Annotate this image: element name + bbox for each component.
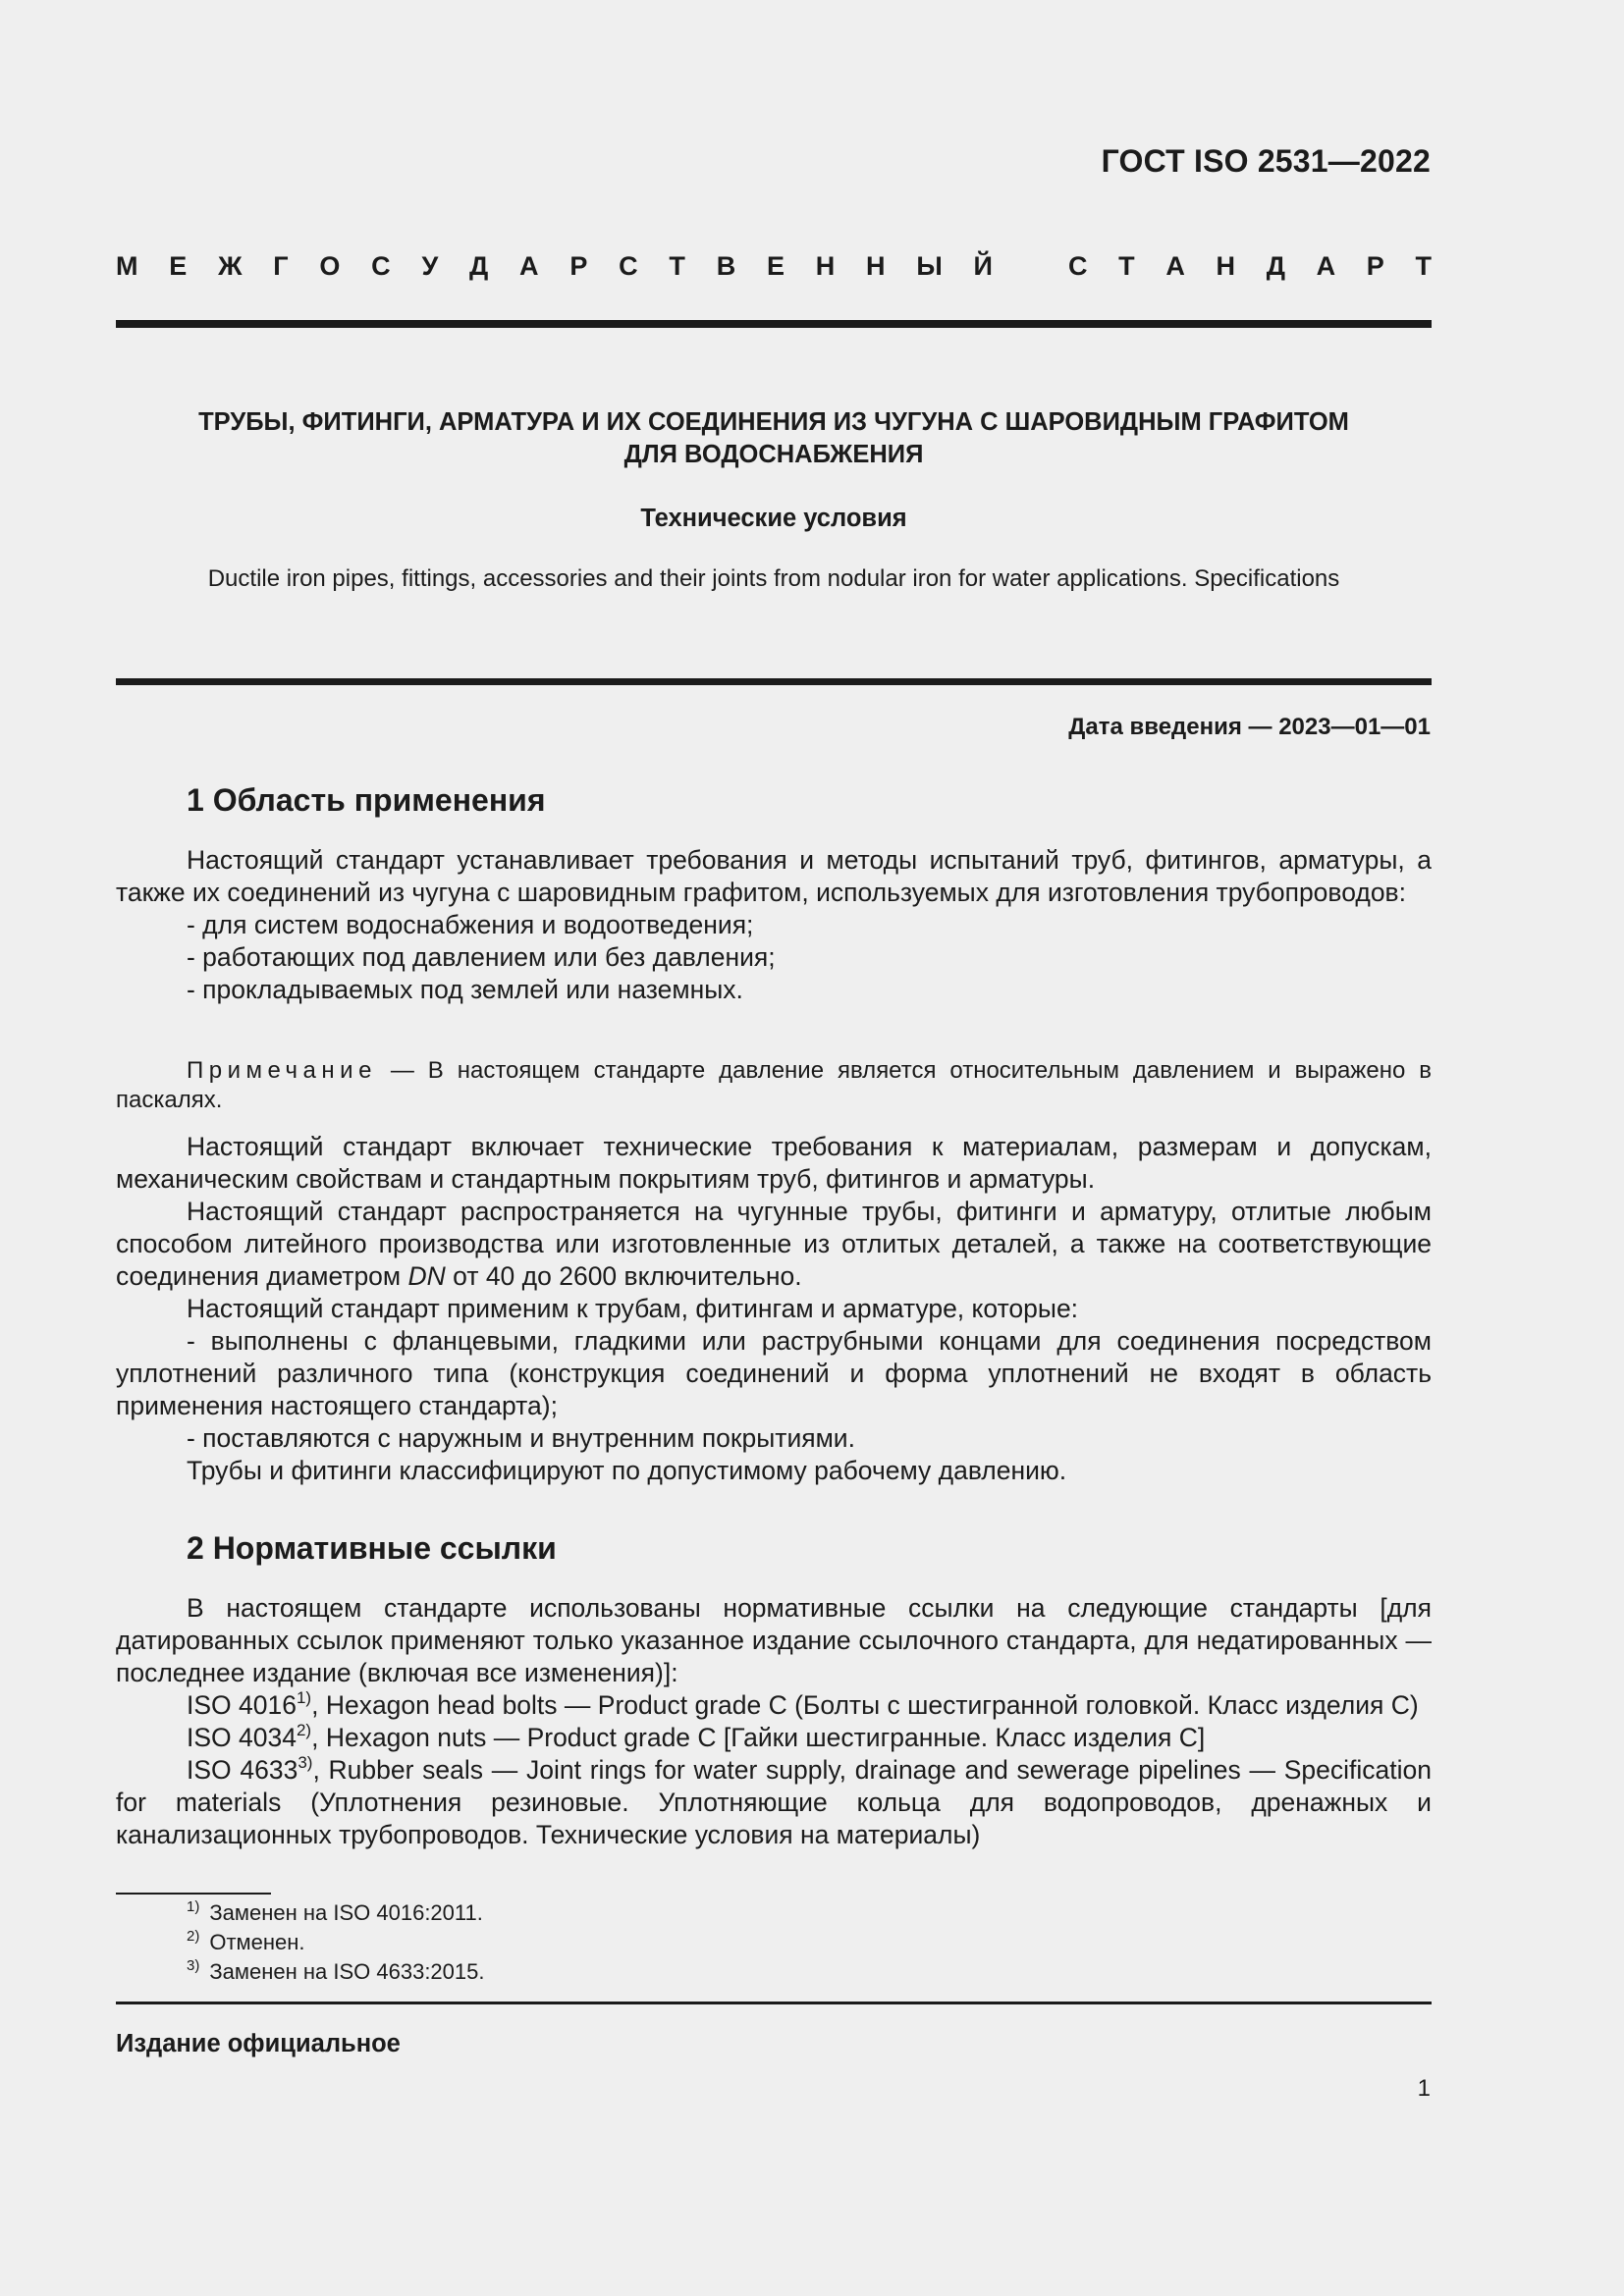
banner-letter: Ж <box>218 251 243 281</box>
note-paragraph <box>116 1056 1432 1115</box>
reference-text: , Hexagon head bolts — Product grade C (Болты с шестигранной головкой. Класс изделия С) <box>311 1690 1419 1720</box>
section-1-paragraph: - поставляются с наружным и внутренним покрытиями. <box>187 1423 855 1453</box>
footnote-mark: 2) <box>296 1721 312 1739</box>
banner-letter: С <box>1068 251 1088 281</box>
list-item: - работающих под давлением или без давления; <box>187 942 776 972</box>
footnote-text: Заменен на ISO 4016:2011. <box>209 1900 483 1925</box>
footer-divider <box>116 2002 1432 2004</box>
banner-letter: Д <box>1266 251 1285 281</box>
banner-letter: Н <box>866 251 886 281</box>
banner-letter: А <box>519 251 539 281</box>
banner-letter: Н <box>1216 251 1236 281</box>
banner-letter: Е <box>766 251 785 281</box>
paragraph-text: Настоящий стандарт распространяется на чугунные трубы, фитинги и арматуру, отлитые любым способом литейного производства или изготовленные из отлитых деталей, а также на соответствующие соединения диаметром <box>116 1197 1432 1291</box>
reference-text: , Hexagon nuts — Product grade C [Гайки шестигранные. Класс изделия С] <box>311 1723 1206 1752</box>
footnote <box>187 1898 483 1928</box>
page-number: 1 <box>1417 2075 1431 2102</box>
section-1-paragraph: Настоящий стандарт устанавливает требования и методы испытаний труб, фитингов, арматуры, а также их соединений из чугуна с шаровидным графитом, используемых для изготовления трубопроводов: <box>116 845 1432 907</box>
reference-code: ISO 4016 <box>187 1690 297 1720</box>
banner-letter: Д <box>469 251 489 281</box>
section-1-body <box>116 844 1432 1006</box>
reference-code: ISO 4633 <box>187 1755 298 1785</box>
header-divider <box>116 320 1432 328</box>
official-edition-label: Издание официальное <box>116 2030 401 2057</box>
banner-word-standard <box>1068 251 1432 282</box>
english-title: Ductile iron pipes, fittings, accessories and their joints from nodular iron for water applications. Specifications <box>207 565 1340 592</box>
document-subtitle: Технические условия <box>640 505 907 532</box>
banner-letter: Р <box>569 251 588 281</box>
banner-word-interstate <box>116 251 993 282</box>
banner-letter: Ы <box>916 251 943 281</box>
footnote-separator <box>116 1893 271 1895</box>
banner-letter: О <box>319 251 341 281</box>
banner-letter: Т <box>1118 251 1135 281</box>
footnote-mark: 2) <box>187 1928 200 1945</box>
title-line-2: ДЛЯ ВОДОСНАБЖЕНИЯ <box>623 441 924 468</box>
reference-item <box>116 1722 1432 1754</box>
section-1-paragraph: Трубы и фитинги классифицируют по допустимому рабочему давлению. <box>187 1456 1067 1485</box>
banner-letter: Н <box>815 251 836 281</box>
banner-letter: Т <box>669 251 685 281</box>
banner-letter: В <box>716 251 736 281</box>
section-1-body-continued <box>116 1131 1432 1487</box>
section-1-paragraph <box>116 1196 1432 1293</box>
banner-letter: Й <box>973 251 993 281</box>
banner-letter: Е <box>169 251 188 281</box>
paragraph-text: от 40 до 2600 включительно. <box>445 1261 802 1291</box>
banner-letter: Т <box>1415 251 1432 281</box>
reference-code: ISO 4034 <box>187 1723 297 1752</box>
section-2-body <box>116 1592 1432 1851</box>
banner-letter: М <box>116 251 138 281</box>
section-2-paragraph: В настоящем стандарте использованы нормативные ссылки на следующие стандарты [для датированных ссылок применяют только указанное издание ссылочного стандарта, для недатированных — последнее издание (включая все изменения)]: <box>116 1593 1432 1687</box>
reference-item <box>116 1754 1432 1851</box>
document-code: ГОСТ ISO 2531—2022 <box>1101 143 1431 179</box>
reference-text: , Rubber seals — Joint rings for water supply, drainage and sewerage pipelines — Specification for materials (Уплотнения резиновые. Уплотняющие кольца для водопроводов, дренажных и канализационных трубопроводов. Технические условия на материалы) <box>116 1755 1432 1849</box>
note-block <box>116 1056 1432 1115</box>
banner-letter: Р <box>1366 251 1384 281</box>
banner-letter: А <box>1316 251 1336 281</box>
footnote <box>187 1957 485 1987</box>
banner-letter: У <box>421 251 439 281</box>
footnote-mark: 1) <box>296 1688 312 1707</box>
reference-item <box>116 1689 1432 1722</box>
section-2-heading: 2 Нормативные ссылки <box>187 1530 557 1566</box>
note-text: — В настоящем стандарте давление является относительным давлением и выражено в паскалях. <box>116 1057 1432 1113</box>
footnote-text: Заменен на ISO 4633:2015. <box>209 1959 485 1984</box>
footnote-mark: 1) <box>187 1898 200 1915</box>
banner-letter: А <box>1165 251 1185 281</box>
list-item: - прокладываемых под землей или наземных. <box>187 975 743 1004</box>
title-divider <box>116 678 1432 685</box>
banner-letter: С <box>619 251 638 281</box>
section-1-paragraph: - выполнены с фланцевыми, гладкими или раструбными концами для соединения посредством уплотнений различного типа (конструкция соединений и форма уплотнений не входят в область применения настоящего стандарта); <box>116 1326 1432 1420</box>
banner-letter: Г <box>273 251 289 281</box>
footnote-text: Отменен. <box>209 1930 305 1954</box>
section-1-heading: 1 Область применения <box>187 782 546 818</box>
title-line-1: ТРУБЫ, ФИТИНГИ, АРМАТУРА И ИХ СОЕДИНЕНИЯ ИЗ ЧУГУНА С ШАРОВИДНЫМ ГРАФИТОМ <box>198 408 1349 436</box>
dn-symbol: DN <box>407 1261 446 1291</box>
footnote <box>187 1928 305 1957</box>
section-1-paragraph: Настоящий стандарт включает технические требования к материалам, размерам и допускам, механическим свойствам и стандартным покрытиям труб, фитингов и арматуры. <box>116 1132 1432 1194</box>
footnote-mark: 3) <box>187 1957 200 1974</box>
document-title <box>116 406 1432 471</box>
introduction-date: Дата введения — 2023—01—01 <box>1068 714 1431 740</box>
list-item: - для систем водоснабжения и водоотведения; <box>187 910 754 939</box>
section-1-paragraph: Настоящий стандарт применим к трубам, фитингам и арматуре, которые: <box>187 1294 1079 1323</box>
footnote-mark: 3) <box>298 1753 313 1772</box>
standard-type-banner <box>116 251 1432 282</box>
banner-letter: С <box>371 251 391 281</box>
note-label: Примечание <box>187 1057 377 1084</box>
